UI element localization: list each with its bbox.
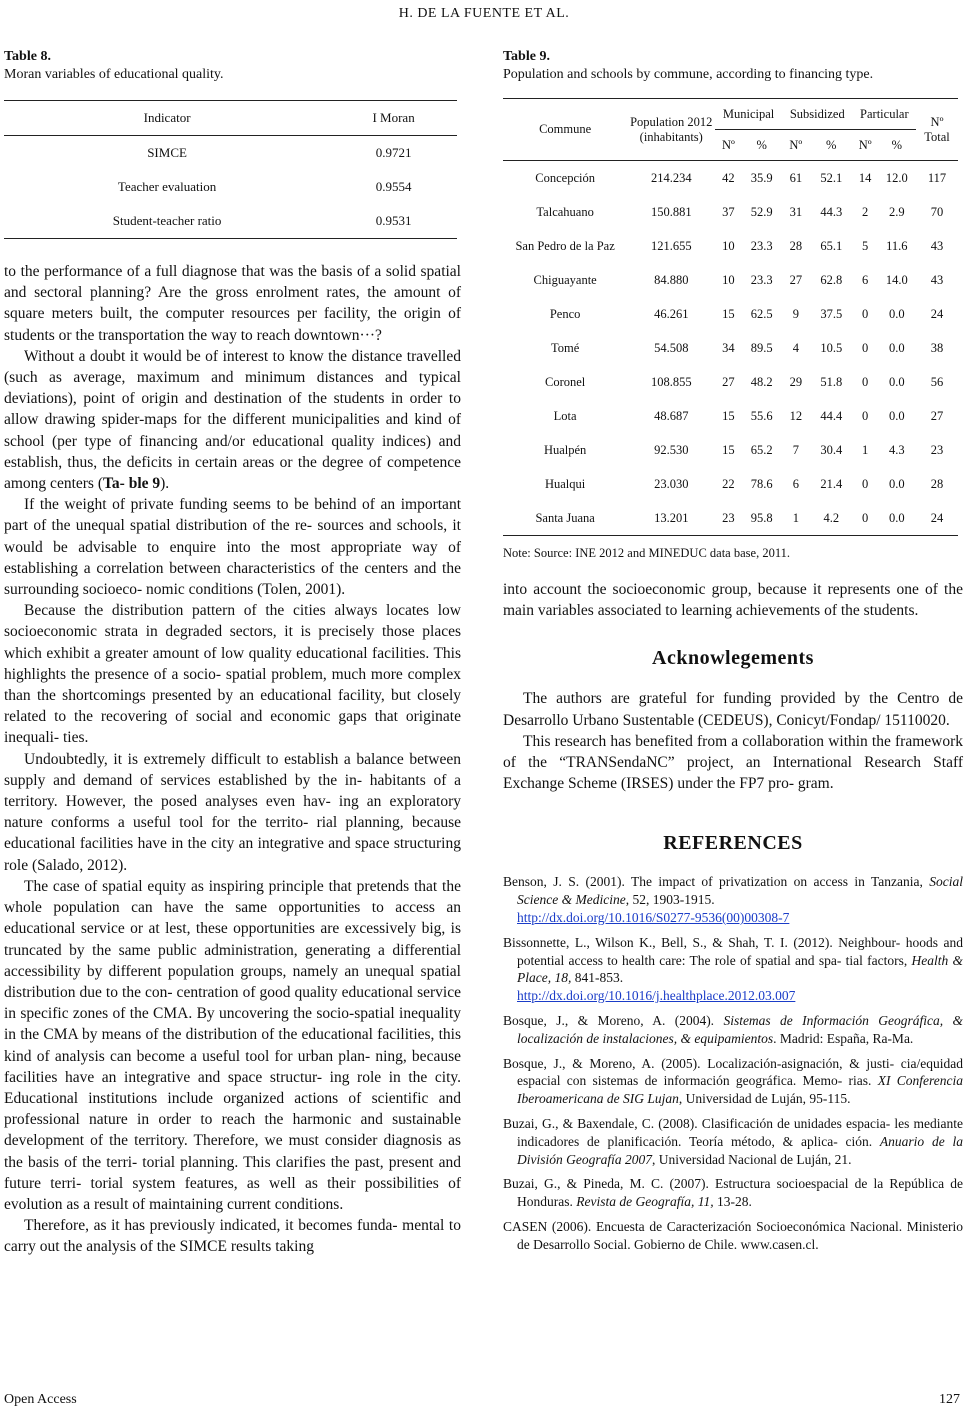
table-cell: 15	[722, 442, 735, 457]
doi-link[interactable]: http://dx.doi.org/10.1016/S0277-9536(00)00308-7	[517, 910, 790, 926]
reference-item	[503, 1055, 963, 1108]
table-row	[503, 365, 958, 399]
table-cell: Student-teacher ratio	[4, 204, 330, 239]
table9-body	[503, 161, 958, 536]
table-cell: 92.530	[654, 442, 689, 457]
reference-source-title: Social Science & Medicine	[517, 874, 963, 908]
footer-open-access: Open Access	[4, 1392, 77, 1407]
reference-text: . Madrid: España, Ra-Ma.	[773, 1030, 914, 1046]
references-heading: REFERENCES	[663, 832, 803, 855]
table-cell: 54.508	[654, 340, 689, 355]
table-cell: 15	[722, 408, 735, 423]
table-cell: 7	[792, 442, 799, 457]
body-paragraph: Therefore, as it has previously indicated, it becomes funda- mental to carry out the analysis of the SIMCE results taking	[4, 1217, 461, 1256]
reference-text: , Universidad Nacional de Luján, 21.	[652, 1151, 852, 1167]
reference-text: Buzai, G., & Pineda, M. C. (2007). Estructura socioespacial de la República de Honduras.	[503, 1176, 963, 1210]
table9-subheader-n: Nº	[853, 130, 878, 161]
table-cell: 6	[862, 272, 869, 287]
table-cell: 24	[930, 306, 944, 321]
table-cell: 11.6	[886, 238, 908, 253]
reference-list	[503, 873, 963, 1253]
table-cell: 61	[789, 170, 803, 185]
table-cell: 0.9531	[330, 204, 457, 239]
reference-item	[503, 1115, 963, 1168]
table9-subheader-pct: %	[878, 130, 916, 161]
table-row	[4, 204, 457, 239]
table-cell: 23.030	[654, 476, 689, 491]
table-cell: 55.6	[750, 408, 773, 423]
table-cell: 0.0	[889, 408, 905, 423]
reference-item	[503, 1012, 963, 1048]
table-cell: 31	[789, 204, 803, 219]
table-cell: 150.881	[650, 204, 692, 219]
doi-link[interactable]: http://dx.doi.org/10.1016/j.healthplace.2012.03.007	[517, 988, 796, 1004]
table-cell: 30.4	[820, 442, 843, 457]
table9-note: Note: Source: INE 2012 and MINEDUC data base, 2011.	[503, 546, 790, 560]
table8-header-imoran: I Moran	[330, 101, 457, 136]
reference-text: Bosque, J., & Moreno, A. (2005). Localización-asignación, & justi- cia/equidad espacial con sistemas de información geográfica. Memo- rias.	[503, 1055, 963, 1089]
table-cell: 4.3	[889, 442, 905, 457]
left-column	[4, 48, 461, 1258]
table-cell: 56	[930, 374, 944, 389]
table-cell: 48.687	[654, 408, 689, 423]
reference-text: Buzai, G., & Baxendale, C. (2008). Clasificación de unidades espacia- les mediante indicadores de planificación. Teoría método, & aplica- ción.	[503, 1115, 963, 1149]
table-cell: 22	[722, 476, 735, 491]
table-cell: 23	[930, 442, 944, 457]
table-cell: 23	[715, 501, 741, 536]
table-cell: 24	[916, 501, 958, 536]
reference-source-title: Anuario de la División Geografía 2007	[517, 1133, 964, 1167]
table-cell: 0.9554	[375, 179, 412, 194]
table-cell: 0.0	[889, 476, 905, 491]
acknowledgement-paragraph: The authors are grateful for funding provided by the Centro de Desarrollo Urbano Sustentable (CEDEUS), Conicyt/Fondap/ 15110020.	[503, 690, 963, 729]
table-cell: 65.2	[750, 442, 773, 457]
table-cell: 0	[862, 408, 869, 423]
table-cell: 214.234	[650, 170, 692, 185]
table9-label: Table 9.	[503, 49, 550, 64]
table-cell: 46.261	[654, 306, 689, 321]
table-cell: 0.0	[889, 340, 905, 355]
table-cell: 15	[722, 306, 735, 321]
body-paragraph: Undoubtedly, it is extremely difficult to establish a balance between supply and demand of services established by the in- habitants of a territory. However, the posed analyses even hav- ing an exploratory nature conforms a useful tool for the territo- rial planning, because educational facilities have in the city an integrative and space structuring role (Salado, 2012).	[4, 750, 461, 874]
table9-header-row	[503, 99, 958, 130]
table-cell: 51.8	[820, 374, 843, 389]
table-cell: 48.2	[750, 374, 773, 389]
table9-header-municipal: Municipal	[715, 99, 782, 130]
table-cell: 1	[862, 442, 869, 457]
table-cell: 14.0	[885, 272, 908, 287]
table-cell: 0.0	[878, 501, 916, 536]
table-row	[503, 399, 958, 433]
table-cell: 5	[862, 238, 869, 253]
table-cell: 0	[862, 340, 869, 355]
table-cell: 0.0	[889, 374, 905, 389]
table-row	[503, 229, 958, 263]
table-cell: 27	[722, 374, 735, 389]
table-cell: 38	[930, 340, 944, 355]
table-cell: 70	[930, 204, 944, 219]
table9-subheader-n: Nº	[782, 130, 810, 161]
acknowledgement-paragraph: This research has benefited from a collaboration within the framework of the “TRANSendaNC” project, an International Research Staff Exchange Scheme (IRSES) under the FP7 pro- gram.	[503, 732, 963, 793]
table-cell: 23.3	[750, 272, 773, 287]
table-cell: 2.9	[889, 204, 905, 219]
table9	[503, 98, 958, 536]
table8-label: Table 8.	[4, 49, 51, 64]
table-cell: 9	[792, 306, 799, 321]
reference-source-title: Revista de Geografía, 11,	[576, 1194, 714, 1210]
table9-header-total: Nº Total	[916, 99, 958, 161]
table-cell: 43	[930, 272, 944, 287]
reference-text: Benson, J. S. (2001). The impact of privatization on access in Tanzania,	[503, 874, 930, 890]
table-cell: Tomé	[550, 340, 580, 355]
body-paragraph: The case of spatial equity as inspiring principle that pretends that the whole population can have the same opportunities to access an educational service or at lest, these opportunities are excessively big, is truncated by the same public administration, generating a differential accessibility by different population groups, namely an unequal spatial distribution due to the con- centration of good quality educational service in specific zones of the CMA. By uncovering the socio-spatial inequality in the CMA by means of the distribution of the educational facilities, this kind of analysis can become a useful tool for urban plan- ning, because facilities have an integrative and space structur- ing role in the city. Educational institutions include organized actions of scientific and professional nature in order to reach the harmonic and sustainable development of the territory. Therefore, we must consider diagnosis as the basis of the terri- torial planning. This clarifies the past, present and future terri- torial system features, as well as their possibilities of evolution as a result of maintaining current conditions.	[4, 877, 461, 1213]
table9-subheader-pct: %	[742, 130, 782, 161]
table-cell: 10	[722, 238, 735, 253]
table-cell: 62.8	[820, 272, 843, 287]
table-cell: 62.5	[750, 306, 773, 321]
table-cell: Lota	[553, 408, 577, 423]
reference-item	[503, 934, 963, 1005]
table-cell: 4.2	[810, 501, 853, 536]
body-paragraph: Because the distribution pattern of the cities always locates low socioeconomic strata in degraded sectors, it is precisely those places which exhibit a greater amount of low quality educational facilities. This highlights the presence of a socio- spatial problem, much more complex than the shortcomings presented by an educational facility, but closely related to the recovering of social and economic gaps that originate inequali- ties.	[4, 602, 461, 747]
table-cell: 0	[862, 476, 869, 491]
table-cell: 52.1	[820, 170, 843, 185]
table-row	[4, 170, 457, 204]
reference-text: 841-853.	[571, 970, 624, 986]
table-cell: 12	[789, 408, 803, 423]
body-paragraph: If the weight of private funding seems to be behind of an important part of the unequal spatial distribution of the re- sources and schools, it would be advisable to enquire into the most appropriate way of establishing a correlation between characteristics of the centers and the surrounding socioeco- nomic conditions (Tolen, 2001).	[4, 496, 461, 599]
table-cell: 117	[927, 170, 947, 185]
table-cell: Hualpén	[543, 442, 587, 457]
table8	[4, 100, 457, 239]
table8-caption: Moran variables of educational quality.	[4, 67, 224, 82]
acknowledgements-heading: Acknowlegements	[652, 647, 814, 670]
table-cell: Coronel	[544, 374, 586, 389]
table-cell: Penco	[549, 306, 581, 321]
reference-item	[503, 873, 963, 926]
reference-source-title: Sistemas de Información Geográfica, & localización de instalaciones, & equipamientos	[517, 1013, 963, 1046]
table9-subheader-pct: %	[810, 130, 853, 161]
table-cell: 0	[853, 501, 878, 536]
table-cell: 27	[930, 408, 944, 423]
table-row	[503, 263, 958, 297]
reference-item	[503, 1175, 963, 1211]
table-cell: 0	[862, 306, 869, 321]
table-cell: 37	[722, 204, 735, 219]
table-cell: 65.1	[820, 238, 843, 253]
reference-source-title: Health & Place, 18,	[517, 952, 963, 986]
body-paragraph: into account the socioeconomic group, because it represents one of the main variables associated to learning achievements of the students.	[503, 581, 963, 620]
table9-header-population: Population 2012 (inhabitants)	[627, 99, 715, 161]
right-column	[503, 48, 963, 1261]
table-cell: 12.0	[885, 170, 908, 185]
table-cell: 78.6	[750, 476, 773, 491]
table-cell: 13.201	[627, 501, 715, 536]
table-cell: 0	[862, 374, 869, 389]
page-number: 127	[939, 1392, 960, 1407]
table-cell: 2	[862, 204, 869, 219]
reference-text: CASEN (2006). Encuesta de Caracterización Socioeconómica Nacional. Ministerio de Desarrollo Social. Gobierno de Chile. www.casen.cl.	[503, 1218, 963, 1252]
table-cell: 28	[930, 476, 944, 491]
table-cell: 37.5	[820, 306, 843, 321]
table-cell: 4	[792, 340, 799, 355]
table9-subheader-n: Nº	[715, 130, 741, 161]
table-cell: 108.855	[650, 374, 692, 389]
paragraph-text: Without a doubt it would be of interest to know the distance travelled (such as average, maximum and minimum distances and typical deviations), point of origin and destination of the students in order to allow drawing spider-maps for the different municipalities and kind of school (per type of financing and/or educational quality indices) and establish, thus, the deficits in certain areas or the degree of competence among centers (	[4, 347, 461, 493]
table-cell: 0.9721	[375, 145, 412, 160]
table9-header-particular: Particular	[853, 99, 916, 130]
table-cell: Talcahuano	[536, 204, 594, 219]
table-cell: 44.4	[820, 408, 843, 423]
reference-text: , Universidad de Luján, 95-115.	[678, 1091, 851, 1107]
table-cell: 27	[789, 272, 803, 287]
table-cell: Santa Juana	[503, 501, 627, 536]
table-cell: SIMCE	[147, 145, 187, 160]
running-head: H. DE LA FUENTE ET AL.	[398, 6, 570, 21]
table9-caption: Population and schools by commune, according to financing type.	[503, 67, 874, 82]
table-row	[503, 467, 958, 501]
table-row	[503, 501, 958, 536]
table-cell: 95.8	[742, 501, 782, 536]
table-cell: 14	[858, 170, 872, 185]
reference-text: , 52, 1903-1915.	[625, 892, 715, 908]
table-row	[503, 433, 958, 467]
table-cell: 28	[789, 238, 803, 253]
reference-text: 13-28.	[713, 1194, 752, 1210]
table-cell: 34	[722, 340, 735, 355]
table9-header-subsidized: Subsidized	[782, 99, 853, 130]
table-cell: 84.880	[654, 272, 689, 287]
table-cell: 23.3	[750, 238, 773, 253]
table-cell: 1	[782, 501, 810, 536]
reference-text: Bosque, J., & Moreno, A. (2004).	[503, 1013, 724, 1028]
table8-header-indicator: Indicator	[4, 101, 330, 136]
table-cell: 10.5	[820, 340, 843, 355]
table-cell: 35.9	[750, 170, 773, 185]
table-row	[503, 297, 958, 331]
table-cell: 29	[789, 374, 803, 389]
table-cell: San Pedro de la Paz	[515, 238, 615, 253]
table-cell: 10	[722, 272, 735, 287]
table-row	[503, 195, 958, 229]
table-cell: Teacher evaluation	[117, 179, 217, 194]
table-cell: Concepción	[535, 170, 595, 185]
body-paragraph: to the performance of a full diagnose that was the basis of a solid spatial and sectoral planning? Are the gross enrolment rates, the amount of square meters built, the computer resources per facility, the origin of students or the transportation the way to reach downtown···?	[4, 263, 461, 344]
table9-reference: Ta- ble 9	[103, 475, 161, 493]
table-cell: 43	[930, 238, 944, 253]
table-cell: 89.5	[750, 340, 773, 355]
table-cell: 21.4	[820, 476, 843, 491]
table-cell: Hualqui	[544, 476, 586, 491]
reference-source-title: XI Conferencia Iberoamericana de SIG Lujan	[517, 1073, 964, 1107]
table-row	[503, 161, 958, 196]
reference-item	[503, 1218, 963, 1254]
table8-header-row	[4, 101, 457, 136]
reference-text: Bissonnette, L., Wilson K., Bell, S., & Shah, T. I. (2012). Neighbour- hoods and potential access to health care: The role of spatial and spa- tial factors,	[503, 934, 963, 968]
table-row	[503, 331, 958, 365]
table-row	[4, 136, 457, 171]
table-cell: 42	[722, 170, 735, 185]
table-cell: 52.9	[750, 204, 773, 219]
table-cell: Chiguayante	[533, 272, 597, 287]
table-cell: 0.0	[889, 306, 905, 321]
paragraph-tail: ).	[160, 475, 170, 493]
table-cell: 6	[792, 476, 799, 491]
table-cell: 44.3	[820, 204, 843, 219]
table9-header-commune: Commune	[503, 99, 627, 161]
table-cell: 121.655	[650, 238, 692, 253]
body-paragraph	[4, 346, 461, 494]
